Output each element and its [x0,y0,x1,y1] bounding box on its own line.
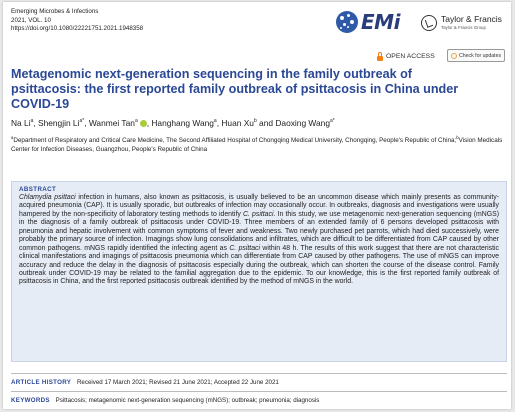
orcid-icon[interactable] [140,120,147,127]
check-updates-button[interactable] [447,49,505,62]
keywords-text: Psittacosis; metagenomic next-generation sequencing (mNGS); outbreak; pneumonia; diagnosis [55,397,320,404]
check-updates-icon [451,53,457,59]
author-affiliation-mark: a* [79,118,85,124]
emi-logo-icon [336,11,414,37]
author-name[interactable]: Hanghang Wang [151,118,214,128]
divider [11,391,507,392]
open-access-label: OPEN ACCESS [386,53,435,60]
affiliations [11,137,505,154]
affiliation-mark: b [456,135,459,140]
check-updates-label: Check for updates [459,52,502,59]
author-name[interactable]: Wanmei Tan [88,118,135,128]
affiliation-mark: a [11,135,14,140]
taylor-francis-emblem [421,15,437,31]
emi-logo-text: EMi [361,10,400,34]
author-list: Na Li$^a$, Shengjin $Li^{a*}$, Wanmei Tan$^a$ , Hanghang Wang$^a$, Huan Xu$^b$ and Daoxing Wang$^{a*}$ [11,118,335,128]
author-name[interactable]: Huan Xu [221,118,254,128]
author-affiliation-mark: b [253,118,257,124]
doi-link[interactable]: https://doi.org/10.1080/22221751.2021.1948358 [11,25,144,33]
journal-volume: 2021, VOL. 10 [11,16,51,24]
author-affiliation-mark: a [213,118,217,124]
abstract-box [11,181,507,362]
author-affiliation-mark: a [134,118,138,124]
author-name[interactable]: Shengjin Li [38,118,80,128]
article-page [3,2,511,409]
open-access-badge [377,52,435,61]
author-name[interactable]: Daoxing Wang [275,118,330,128]
article-history [11,379,507,386]
abstract-text: Chlamydia psittaci infection in humans, also known as psittacosis, is usually believed to be an uncommon disease which mainly presents as community-acquired pneumonia (CAP). It is usually sporadic, but outbreaks of infection may occasionally occur. In outbreaks, diagnosis and investigations were usually hampered by the non-specificity of laboratory testing methods to identify C. psittaci. In this study, we use metagenomic next-generation sequencing (mNGS) in the diagnosis of a family outbreak of psittacosis under COVID-19. Three members of an extended family of 6 persons developed psittacosis with pneumonia and hepatic involvement with common symptoms of fever and weakness. Two newly purchased pet parrots, which had died successively, were probably the primary source of infection. Imagings show lung consolidations and infiltrates, which are difficult to be differentiated from CAP caused by other common pathogens. mNGS rapidly identified the infecting agent as C. psittaci within 48 h. The results of this work suggest that there are not characteristic clinical manifestations and imagings of psittacosis pneumonia which can differentiate from CAP caused by other pathogens. The use of mNGS can improve accuracy and reduce the delay in the diagnosis of psittacosis especially during the outbreak, which can shorten the course of the disease control. Family outbreak under COVID-19 may be related to the familial aggregation due to the epidemic. To our knowledge, this is the first reported family outbreak of psittacosis in China, and the first reported psittacosis outbreak identified by the method of mNGS in the world. [19,194,499,286]
divider [11,373,507,374]
emi-emblem [336,11,358,33]
author-affiliation-mark: a [30,118,34,124]
keywords-label: KEYWORDS [11,397,50,404]
history-label: ARTICLE HISTORY [11,379,72,386]
publisher-group: Taylor & Francis Group [441,25,486,30]
open-access-lock-icon [377,52,383,61]
taylor-francis-logo-icon [421,14,507,36]
journal-meta [11,8,143,34]
keywords [11,397,507,404]
author-affiliation-mark: a* [330,118,335,124]
journal-name: Emerging Microbes & Infections [11,8,99,15]
author-name[interactable]: Na Li [11,118,31,128]
history-text: Received 17 March 2021; Revised 21 June 2021; Accepted 22 June 2021 [76,379,279,386]
affiliation-text: Department of Respiratory and Critical Care Medicine, The Second Affiliated Hospital of Chongqing Medical University, Chongqing, People's Republic of China; [13,137,457,144]
abstract-heading: ABSTRACT [19,186,57,193]
affiliation-text: Vision Medicals Center for Infection Diseases, Guangzhou, People's Republic of China [11,137,503,153]
publisher-name: Taylor & Francis [441,14,502,24]
article-title: Metagenomic next-generation sequencing in the family outbreak of psittacosis: the first reported family outbreak of psittacosis in China under COVID-19 [11,67,459,112]
